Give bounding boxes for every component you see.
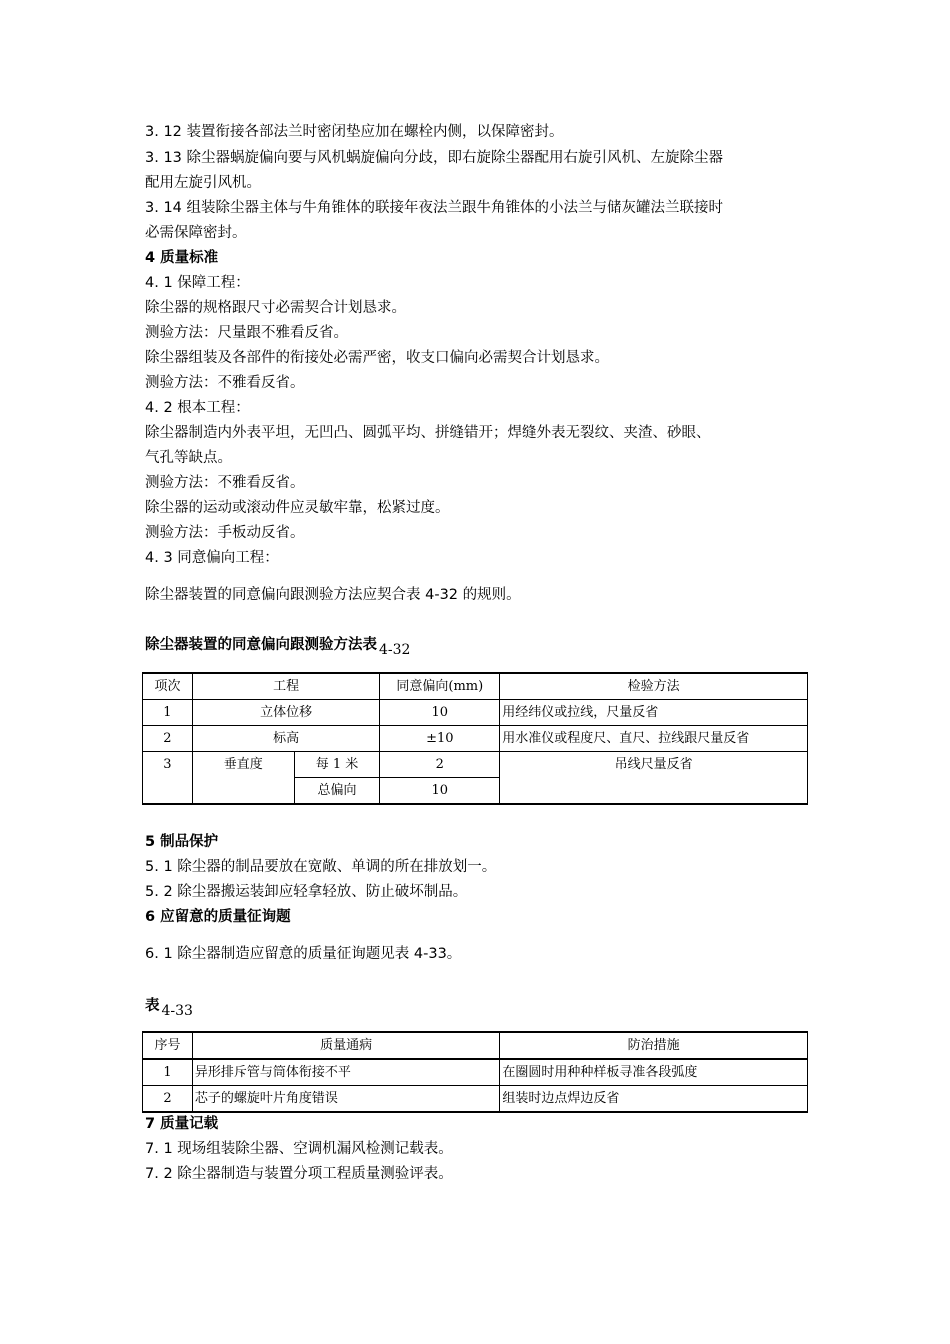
table-row [143,1086,808,1113]
table-header-row [143,673,808,700]
para-3-12: 3. 12 装置衔接各部法兰时密闭垫应加在螺栓内侧，以保障密封。 [145,124,564,140]
para-4-1-a: 除尘器的规格跟尺寸必需契合计划恳求。 [145,300,406,316]
table-cell: 立体位移 [192,700,380,726]
table-4-32-caption [145,633,411,658]
subheading-4-2: 4. 2 根本工程： [145,400,250,416]
section-heading-4: 4 质量标准 [145,250,219,266]
table-row [143,700,808,726]
table-cell: 异形排斥管与筒体衔接不平 [192,1059,499,1086]
para-7-1: 7. 1 现场组装除尘器、空调机漏风检测记载表。 [145,1141,453,1157]
para-4-2-a: 除尘器制造内外表平坦，无凹凸、圆弧平均、拼缝错开；焊缝外表无裂纹、夹渣、砂眼、 [145,425,711,441]
para-5-2: 5. 2 除尘器搬运装卸应轻拿轻放、防止破坏制品。 [145,884,468,900]
table-caption-number: 4-32 [379,642,411,658]
header-cell: 序号 [143,1032,193,1059]
para-7-2: 7. 2 除尘器制造与装置分项工程质量测验评表。 [145,1166,453,1182]
table-cell: 每 1 米 [294,752,380,778]
header-cell: 质量通病 [192,1032,499,1059]
para-3-14: 3. 14 组装除尘器主体与牛角锥体的联接年夜法兰跟牛角锥体的小法兰与储灰罐法兰联接时 [145,200,723,216]
table-caption-number: 4-33 [161,1003,193,1019]
para-4-2-c: 除尘器的运动或滚动件应灵敏牢靠，松紧过度。 [145,500,450,516]
table-cell: 垂直度 [192,752,294,805]
table-cell: 用经纬仪或拉线，尺量反省 [500,700,808,726]
header-cell: 防治措施 [500,1032,808,1059]
table-cell: 3 [143,752,193,805]
para-3-14-cont: 必需保障密封。 [145,225,247,241]
table-cell: 标高 [192,726,380,752]
section-heading-5: 5 制品保护 [145,834,219,850]
table-cell: 组装时边点焊边反省 [500,1086,808,1113]
header-cell: 项次 [143,673,193,700]
para-4-2-d: 测验方法：手板动反省。 [145,525,305,541]
para-4-1-b: 测验方法：尺量跟不雅看反省。 [145,325,348,341]
table-cell: 10 [380,700,500,726]
header-cell: 检验方法 [500,673,808,700]
table-row [143,726,808,752]
table-row [143,752,808,778]
tolerance-table [142,672,808,805]
para-4-1-d: 测验方法：不雅看反省。 [145,375,305,391]
table-caption-text: 除尘器装置的同意偏向跟测验方法表 [145,637,377,653]
table-cell: 芯子的螺旋叶片角度错误 [192,1086,499,1113]
header-cell: 工程 [192,673,380,700]
para-4-3: 除尘器装置的同意偏向跟测验方法应契合表 4-32 的规则。 [145,587,521,603]
table-cell: 用水准仪或程度尺、直尺、拉线跟尺量反省 [500,726,808,752]
para-5-1: 5. 1 除尘器的制品要放在宽敞、单调的所在排放划一。 [145,859,497,875]
quality-issues-table [142,1031,808,1113]
table-cell: 10 [380,778,500,805]
table-cell: 1 [143,1059,193,1086]
table-cell: 2 [143,1086,193,1113]
table-cell: 1 [143,700,193,726]
para-3-13-cont: 配用左旋引风机。 [145,175,261,191]
table-row [143,1059,808,1086]
table-cell: 在圈圆时用种种样板寻准各段弧度 [500,1059,808,1086]
para-4-1-c: 除尘器组装及各部件的衔接处必需严密，收支口偏向必需契合计划恳求。 [145,350,609,366]
table-cell: ±10 [380,726,500,752]
table-4-33-caption [145,994,193,1019]
table-cell: 吊线尺量反省 [500,752,808,805]
subheading-4-3: 4. 3 同意偏向工程： [145,550,279,566]
para-4-2-a-cont: 气孔等缺点。 [145,450,232,466]
para-3-13: 3. 13 除尘器蜗旋偏向要与风机蜗旋偏向分歧，即右旋除尘器配用右旋引风机、左旋除尘器 [145,150,723,166]
table-cell: 2 [143,726,193,752]
subheading-4-1: 4. 1 保障工程： [145,275,250,291]
table-cell: 总偏向 [294,778,380,805]
header-cell: 同意偏向(mm) [380,673,500,700]
para-6-1: 6. 1 除尘器制造应留意的质量征询题见表 4-33。 [145,946,462,962]
table-header-row [143,1032,808,1059]
para-4-2-b: 测验方法：不雅看反省。 [145,475,305,491]
table-cell: 2 [380,752,500,778]
section-heading-7: 7 质量记载 [145,1116,219,1132]
section-heading-6: 6 应留意的质量征询题 [145,909,291,925]
table-caption-text: 表 [145,998,160,1014]
